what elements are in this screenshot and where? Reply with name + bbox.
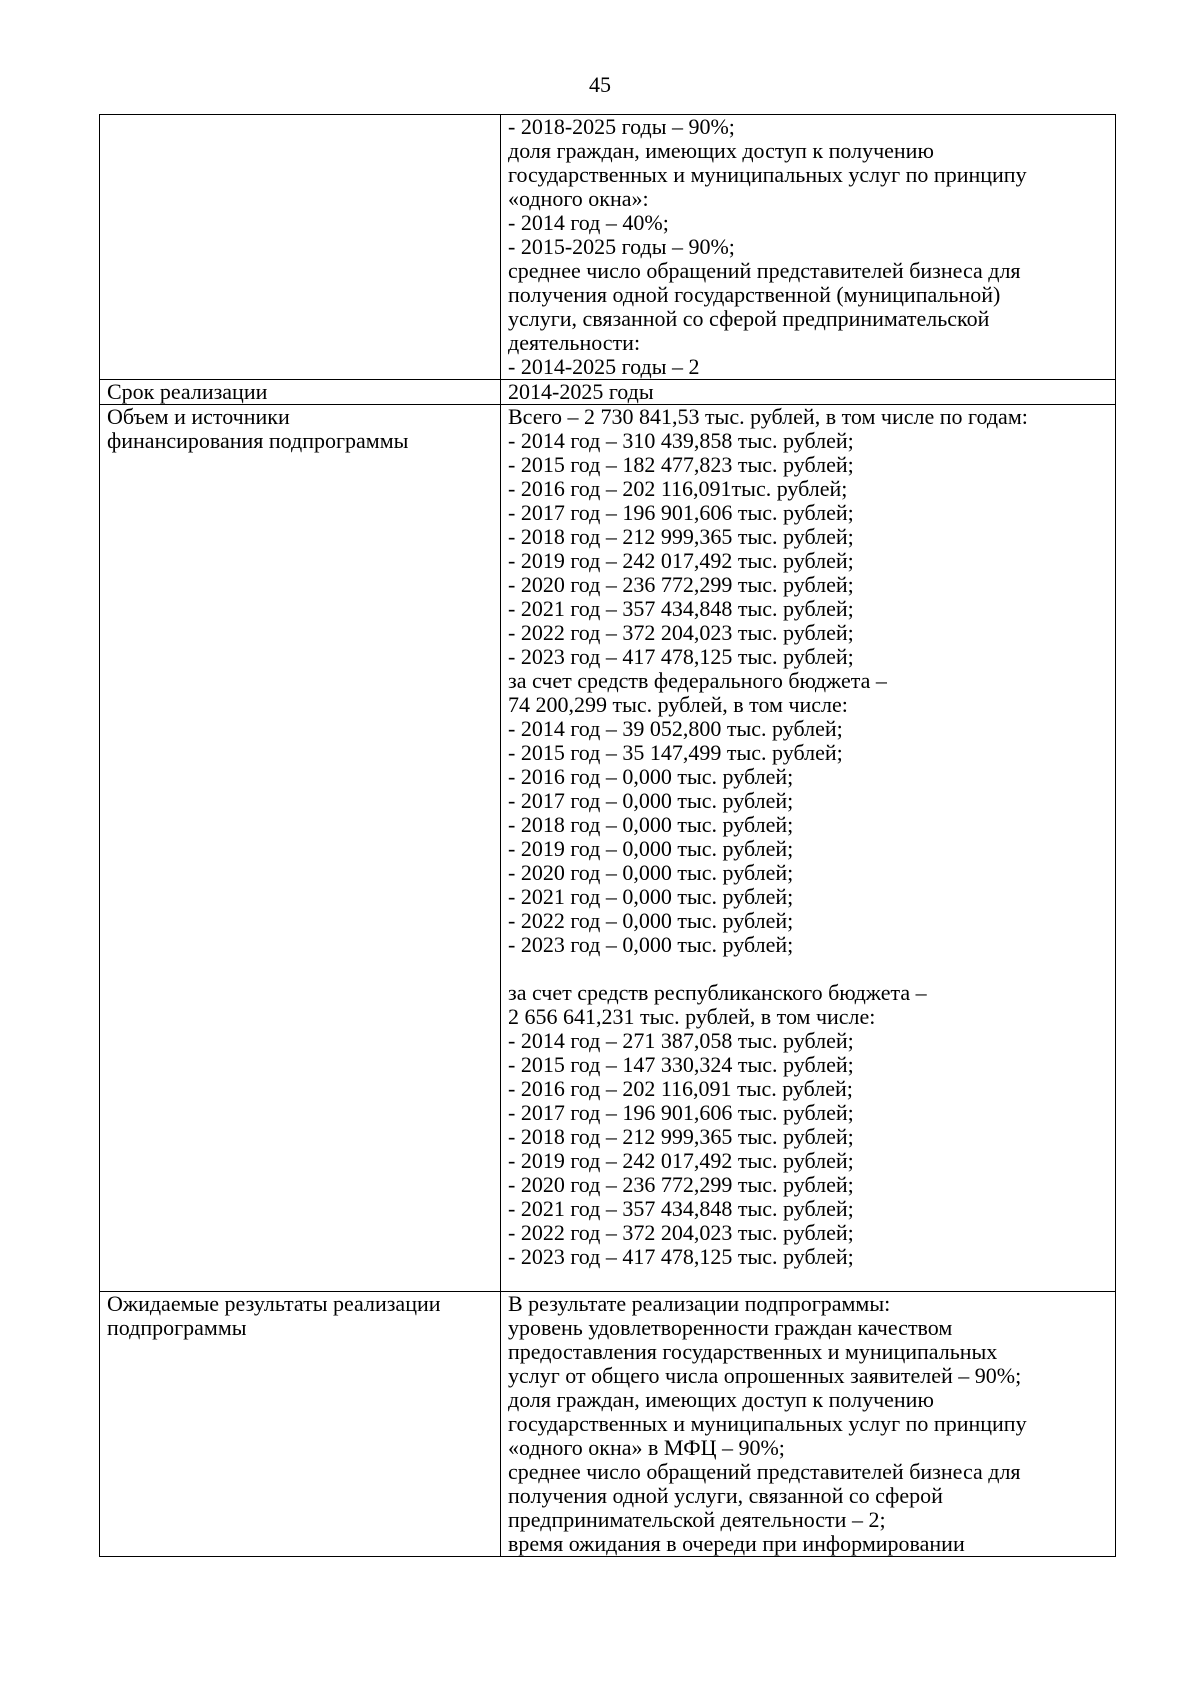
indicators-line: получения одной государственной (муниципальной) <box>508 282 1001 307</box>
federal-year-line: - 2017 год – 0,000 тыс. рублей; <box>508 788 794 813</box>
republic-year-line: - 2017 год – 196 901,606 тыс. рублей; <box>508 1100 854 1125</box>
financing-label-cell <box>100 405 501 1292</box>
federal-year-line: - 2023 год – 0,000 тыс. рублей; <box>508 932 794 957</box>
indicators-line: - 2015-2025 годы – 90%; <box>508 234 735 259</box>
financing-label-line: финансирования подпрограммы <box>107 428 409 453</box>
results-line: предоставления государственных и муниципальных <box>508 1339 998 1364</box>
total-year-line: - 2018 год – 212 999,365 тыс. рублей; <box>508 524 854 549</box>
indicators-line: государственных и муниципальных услуг по принципу <box>508 162 1027 187</box>
results-label-line: подпрограммы <box>107 1315 247 1340</box>
indicators-line: - 2014 год – 40%; <box>508 210 669 235</box>
financing-total-line: Всего – 2 730 841,53 тыс. рублей, в том числе по годам: <box>508 404 1028 429</box>
table-row-indicators <box>100 115 1116 380</box>
table-row-results <box>100 1292 1116 1557</box>
total-year-line: - 2020 год – 236 772,299 тыс. рублей; <box>508 572 854 597</box>
results-line: «одного окна» в МФЦ – 90%; <box>508 1435 785 1460</box>
republic-year-line: - 2020 год – 236 772,299 тыс. рублей; <box>508 1172 854 1197</box>
indicators-line: деятельности: <box>508 330 641 355</box>
results-line: предпринимательской деятельности – 2; <box>508 1507 886 1532</box>
indicators-line: услуги, связанной со сферой предпринимательской <box>508 306 990 331</box>
federal-budget-line: за счет средств федерального бюджета – <box>508 668 887 693</box>
total-year-line: - 2015 год – 182 477,823 тыс. рублей; <box>508 452 854 477</box>
term-value: 2014-2025 годы <box>501 380 1116 405</box>
federal-year-line: - 2015 год – 35 147,499 тыс. рублей; <box>508 740 843 765</box>
results-line: уровень удовлетворенности граждан качеством <box>508 1315 953 1340</box>
republic-year-line: - 2015 год – 147 330,324 тыс. рублей; <box>508 1052 854 1077</box>
republic-budget-line: 2 656 641,231 тыс. рублей, в том числе: <box>508 1004 876 1029</box>
results-line: получения одной услуги, связанной со сферой <box>508 1483 943 1508</box>
republic-year-line: - 2023 год – 417 478,125 тыс. рублей; <box>508 1244 854 1269</box>
page-number: 45 <box>589 72 611 97</box>
total-year-line: - 2021 год – 357 434,848 тыс. рублей; <box>508 596 854 621</box>
republic-year-line: - 2019 год – 242 017,492 тыс. рублей; <box>508 1148 854 1173</box>
subprogram-passport-table <box>99 114 1116 1557</box>
indicators-label-cell <box>100 115 501 380</box>
financing-value-cell <box>501 405 1116 1292</box>
results-label-line: Ожидаемые результаты реализации <box>107 1291 441 1316</box>
results-line: государственных и муниципальных услуг по принципу <box>508 1411 1027 1436</box>
total-year-line: - 2014 год – 310 439,858 тыс. рублей; <box>508 428 854 453</box>
indicators-line: - 2018-2025 годы – 90%; <box>508 114 735 139</box>
indicators-line: - 2014-2025 годы – 2 <box>508 354 700 379</box>
total-year-line: - 2016 год – 202 116,091тыс. рублей; <box>508 476 848 501</box>
blank-spacer <box>508 1269 1109 1291</box>
federal-year-line: - 2016 год – 0,000 тыс. рублей; <box>508 764 794 789</box>
table-row-term <box>100 380 1116 405</box>
results-value-cell <box>501 1292 1116 1557</box>
table-row-financing <box>100 405 1116 1292</box>
federal-budget-line: 74 200,299 тыс. рублей, в том числе: <box>508 692 848 717</box>
republic-year-line: - 2016 год – 202 116,091 тыс. рублей; <box>508 1076 853 1101</box>
federal-year-line: - 2014 год – 39 052,800 тыс. рублей; <box>508 716 843 741</box>
federal-year-line: - 2022 год – 0,000 тыс. рублей; <box>508 908 794 933</box>
indicators-line: доля граждан, имеющих доступ к получению <box>508 138 934 163</box>
indicators-line: среднее число обращений представителей бизнеса для <box>508 258 1021 283</box>
republic-budget-line: за счет средств республиканского бюджета – <box>508 980 927 1005</box>
results-line: В результате реализации подпрограммы: <box>508 1291 891 1316</box>
republic-year-line: - 2014 год – 271 387,058 тыс. рублей; <box>508 1028 854 1053</box>
indicators-line: «одного окна»: <box>508 186 649 211</box>
blank-spacer <box>508 957 1109 981</box>
term-label: Срок реализации <box>100 380 501 405</box>
results-line: время ожидания в очереди при информировании <box>508 1531 965 1556</box>
total-year-line: - 2017 год – 196 901,606 тыс. рублей; <box>508 500 854 525</box>
federal-year-line: - 2018 год – 0,000 тыс. рублей; <box>508 812 794 837</box>
federal-year-line: - 2021 год – 0,000 тыс. рублей; <box>508 884 794 909</box>
results-label-cell <box>100 1292 501 1557</box>
republic-year-line: - 2022 год – 372 204,023 тыс. рублей; <box>508 1220 854 1245</box>
financing-label-line: Объем и источники <box>107 404 290 429</box>
indicators-value-cell <box>501 115 1116 380</box>
total-year-line: - 2019 год – 242 017,492 тыс. рублей; <box>508 548 854 573</box>
results-line: услуг от общего числа опрошенных заявителей – 90%; <box>508 1363 1022 1388</box>
total-year-line: - 2022 год – 372 204,023 тыс. рублей; <box>508 620 854 645</box>
total-year-line: - 2023 год – 417 478,125 тыс. рублей; <box>508 644 854 669</box>
republic-year-line: - 2018 год – 212 999,365 тыс. рублей; <box>508 1124 854 1149</box>
republic-year-line: - 2021 год – 357 434,848 тыс. рублей; <box>508 1196 854 1221</box>
federal-year-line: - 2019 год – 0,000 тыс. рублей; <box>508 836 794 861</box>
results-line: среднее число обращений представителей бизнеса для <box>508 1459 1021 1484</box>
results-line: доля граждан, имеющих доступ к получению <box>508 1387 934 1412</box>
federal-year-line: - 2020 год – 0,000 тыс. рублей; <box>508 860 794 885</box>
